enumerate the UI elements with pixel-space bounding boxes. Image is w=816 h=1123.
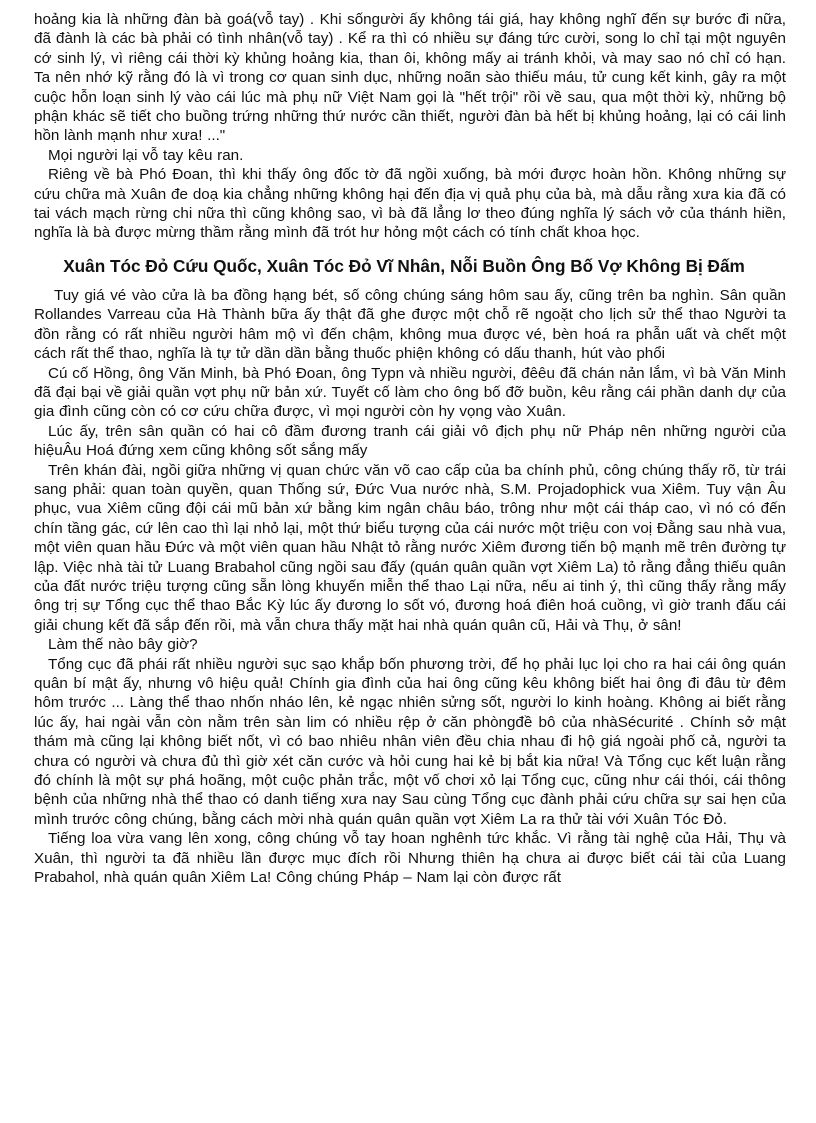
paragraph-quote-end: hoảng kia là những đàn bà goá(vỗ tay) . Khi sốngười ấy không tái giá, hay không nghĩ đến sự bước đi nữa, đã đành là các bà phải có tình nhân(vỗ tay) . Kể ra thì có nhiều sự đáng tức cười, song lo chỉ tại một nguyên cớ sinh lý, vì riêng cái thời kỳ khủng hoảng kia, than ôi, không mấy ai tránh khỏi, và may sao nó chỉ có hạn. Ta nên nhớ kỹ rằng đó là vì trong cơ quan sinh dục, những noãn sào thiếu máu, tử cung kết kinh, gây ra một cuộc hỗn loạn sinh lý vào cái lúc mà phụ nữ Việt Nam gọi là "hết trội" rồi về sau, qua một thời kỳ, những bộ phận khác sẽ tiết cho buồng trứng những thứ nước cần thiết, người đàn bà hết bị khủng hoảng, lại có cái linh hồn lành mạnh như xưa! ..." bbox=[34, 11, 786, 145]
paragraph-applause: Mọi người lại vỗ tay kêu ran. bbox=[48, 146, 244, 164]
paragraph-court: Lúc ấy, trên sân quần có hai cô đầm đương tranh cái giải vô địch phụ nữ Pháp nên những người của hiệuÂu Hoá đứng xem cũng không sốt sắng mấy bbox=[34, 422, 786, 460]
paragraph-loudspeaker: Tiếng loa vừa vang lên xong, công chúng vỗ tay hoan nghênh tức khắc. Vì rằng tài nghệ của Hải, Thụ và Xuân, thì người ta đã nhiều lần được mục đích rồi Nhưng thiên hạ chưa ai được biết cái tài của Luang Prabahol, nhà quán quân Xiêm La! Công chúng Pháp – Nam lại còn được rất bbox=[34, 830, 786, 887]
paragraph-search: Tổng cục đã phái rất nhiều người sục sạo khắp bốn phương trời, để họ phải lục lọi cho ra hai cái ông quán quân bí mật ấy, nhưng vô hiệu quả! Chính gia đình của hai ông cũng kêu không biết hai ông đi đâu từ đêm hôm trước ... Làng thể thao nhốn nháo lên, kẻ ngạc nhiên sửng sốt, người lo kinh hoàng. Không ai biết rằng lúc ấy, hai ngài vẫn còn nằm trên sàn lim có nhiều rệp ở căn phòngđề bô của nhàSécurité . Chính sở mật thám mà cũng lại không biết nốt, vì có bao nhiêu nhân viên đều chia nhau đi hộ giá ngoài phố cả, người ta chưa có người và chưa đủ thì giờ xét căn cước và hỏi cung hai kẻ bị bắt kia nữa! Và Tổng cục kết luận rằng đó chính là một sự phá hoãng, một cuộc phản trắc, một vố chơi xỏ lại Tổng cục, cũng như cái thói, cái thông bệnh của những nhà thể thao có danh tiếng xưa nay Sau cùng Tổng cục đành phải cứu chữa sự sai hẹn của mình trước công chúng, bằng cách mời nhà quán quân quần vợt Xiêm La ra thử tài với Xuân Tóc Đỏ. bbox=[34, 655, 786, 828]
paragraph-ticket-price: Tuy giá vé vào cửa là ba đồng hạng bét, số công chúng sáng hôm sau ấy, cũng trên ba nghìn. Sân quần Rollandes Varreau của Hà Thành bữa ấy thật đã ghe được một chỗ rẽ ngoặt cho lịch sử thể thao Người ta đồn rằng có rất nhiều người hâm mộ vì đến chậm, không mua được vé, bèn hoá ra phẫn uất và chết một cách rất thể thao, nghĩa là tự tử dần dần bằng thuốc phiện không có dấu thanh, hút vào phổi bbox=[34, 286, 786, 363]
paragraph-grandstand: Trên khán đài, ngồi giữa những vị quan chức văn võ cao cấp của ba chính phủ, công chúng thấy rõ, từ trái sang phải: quan toàn quyền, quan Thống sứ, Đức Vua nước nhà, S.M. Projadophick vua Xiêm. Tuy vận Âu phục, vua Xiêm cũng đội cái mũ bản xứ bằng kim ngân châu báo, trông như một cái tháp cao, vì nó có đến chín tầng gác, cứ lên cao thì lại nhỏ lại, một thứ biểu tượng của cái nước một triệu con voị Đằng sau nhà vua, một viên quan hầu Đức và một viên quan hầu Nhật tỏ rằng nước Xiêm đương tiến bộ mạnh mẽ trên đường tự lập. Việc nhà tài tử Luang Brabahol cũng ngồi sau đấy (quán quân quần vợt Xiêm La) tỏ rằng đẳng thiếu quân của đất nước triệu tượng cũng sẵn lòng khuyến miễn thể thao Lại nữa, nếu ai tinh ý, thì cũng thấy rằng mấy ông trị sự Tổng cục thể thao Bắc Kỳ lúc ấy đương lo sốt vó, đương hoá điên hoá cuồng, vì giờ tranh đấu cái giải chung kết đã sắp đến rồi, mà vẫn chưa thấy mặt hai nhà quán quân cũ, Hải và Thụ, ở sân! bbox=[34, 461, 786, 634]
chapter-heading: Xuân Tóc Đỏ Cứu Quốc, Xuân Tóc Đỏ Vĩ Nhân, Nỗi Buồn Ông Bố Vợ Không Bị Đấm bbox=[63, 255, 745, 276]
paragraph-question: Làm thế nào bây giờ? bbox=[48, 636, 198, 654]
paragraph-pho-doan: Riêng về bà Phó Đoan, thì khi thấy ông đốc tờ đã ngồi xuống, bà mới được hoàn hồn. Không những sự cứu chữa mà Xuân đe doạ kia chẳng những không hại đến địa vị quả phụ của bà, mà dẫu rằng xưa kia đã có tai vách mạch rừng chi nữa thì cũng không sao, vì bà đã lẳng lơ theo đúng nghĩa lý sách vở của thánh hiền, nghĩa là bà được mừng thầm rằng mình đã trót hư hỏng một cách có tính chất khoa học. bbox=[34, 166, 786, 242]
paragraph-family: Cú cố Hồng, ông Văn Minh, bà Phó Đoan, ông Typn và nhiều người, đêêu đã chán nản lắm, vì bà Văn Minh đã đại bại về giải quần vợt phụ nữ bản xứ. Tuyết cố làm cho ông bố đỡ buồn, kêu rằng cái phần danh dự của gia đình cũng còn có cơ cứu chữa được, vì mọi người còn hy vọng vào Xuân. bbox=[34, 364, 786, 421]
